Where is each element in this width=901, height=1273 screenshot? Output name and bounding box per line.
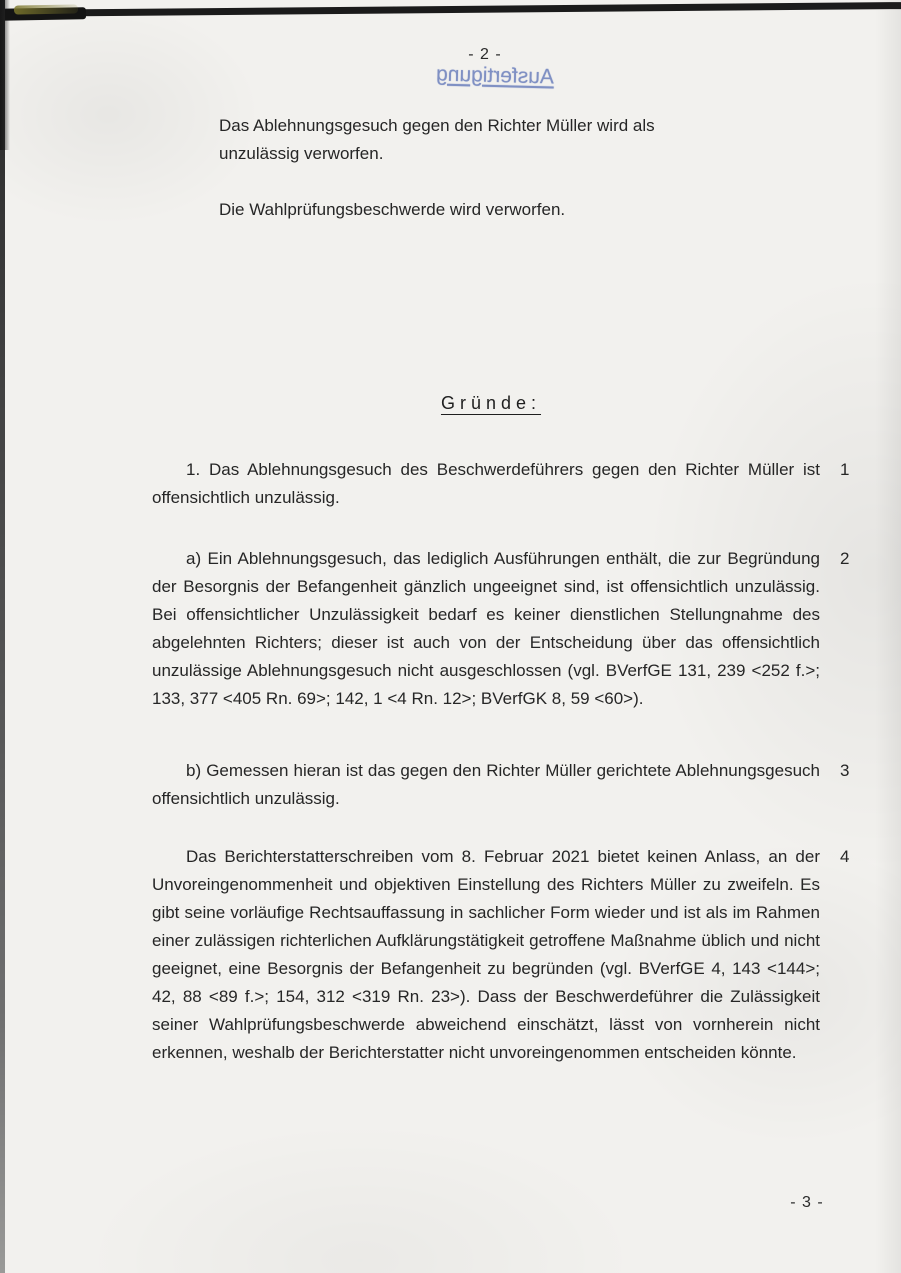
reason-paragraph: 1. Das Ablehnungsgesuch des Beschwerdeführers gegen den Richter Müller ist offensichtlich unzulässig.	[152, 460, 820, 507]
scan-artifact-olive-smudge	[14, 4, 78, 14]
reason-paragraph: b) Gemessen hieran ist das gegen den Richter Müller gerichtete Ablehnungsgesuch offensichtlich unzulässig.	[152, 761, 820, 808]
tenor-paragraph-1: Das Ablehnungsgesuch gegen den Richter Müller wird als unzulässig verworfen.	[219, 116, 655, 163]
page-number-top: - 2 -	[468, 46, 502, 63]
scan-artifact-left-edge	[0, 0, 5, 1273]
ausfertigung-stamp: Ausfertigung	[435, 62, 555, 89]
reason-paragraph: a) Ein Ablehnungsgesuch, das lediglich Ausführungen enthält, die zur Begründung der Besorgnis der Befangenheit gänzlich ungeeignet sind, ist offensichtlich unzulässig. Bei offensichtlicher Unzulässigkeit bedarf es keiner dienstlichen Stellungnahme des abgelehnten Richters; dieser ist auch von der Entscheidung über das offensichtlich unzulässige Ablehnungsgesuch nicht ausgeschlossen (vgl. BVerfGE 131, 239 <252 f.>; 133, 377 <405 Rn. 69>; 142, 1 <4 Rn. 12>; BVerfGK 8, 59 <60>).	[152, 549, 820, 708]
scan-right-shading	[875, 0, 901, 1273]
scan-artifact-top-edge	[0, 2, 901, 17]
tenor-block	[219, 112, 665, 252]
tenor-paragraph-2: Die Wahlprüfungsbeschwerde wird verworfen.	[219, 200, 566, 219]
margin-number: 2	[840, 549, 850, 568]
section-heading-gruende: Gründe:	[440, 393, 542, 413]
margin-number: 3	[840, 761, 850, 780]
margin-number: 1	[840, 460, 850, 479]
reason-paragraph: Das Berichterstatterschreiben vom 8. Februar 2021 bietet keinen Anlass, an der Unvoreingenommenheit und objektiven Einstellung des Richters Müller zu zweifeln. Es gibt seine vorläufige Rechtsauffassung in sachlicher Form wieder und ist als im Rahmen einer zulässigen richterlichen Aufklärungstätigkeit getroffene Maßnahme üblich und nicht geeignet, eine Besorgnis der Befangenheit zu begründen (vgl. BVerfGE 4, 143 <144>; 42, 88 <89 f.>; 154, 312 <319 Rn. 23>). Dass der Beschwerdeführer die Zulässigkeit seiner Wahlprüfungsbeschwerde abweichend einschätzt, lässt von vornherein nicht erkennen, weshalb der Berichterstatter nicht unvoreingenommen entscheiden könnte.	[152, 847, 820, 1062]
margin-number: 4	[840, 847, 850, 866]
page-number-bottom: - 3 -	[790, 1194, 824, 1211]
scan-artifact-left-corner	[0, 0, 10, 150]
